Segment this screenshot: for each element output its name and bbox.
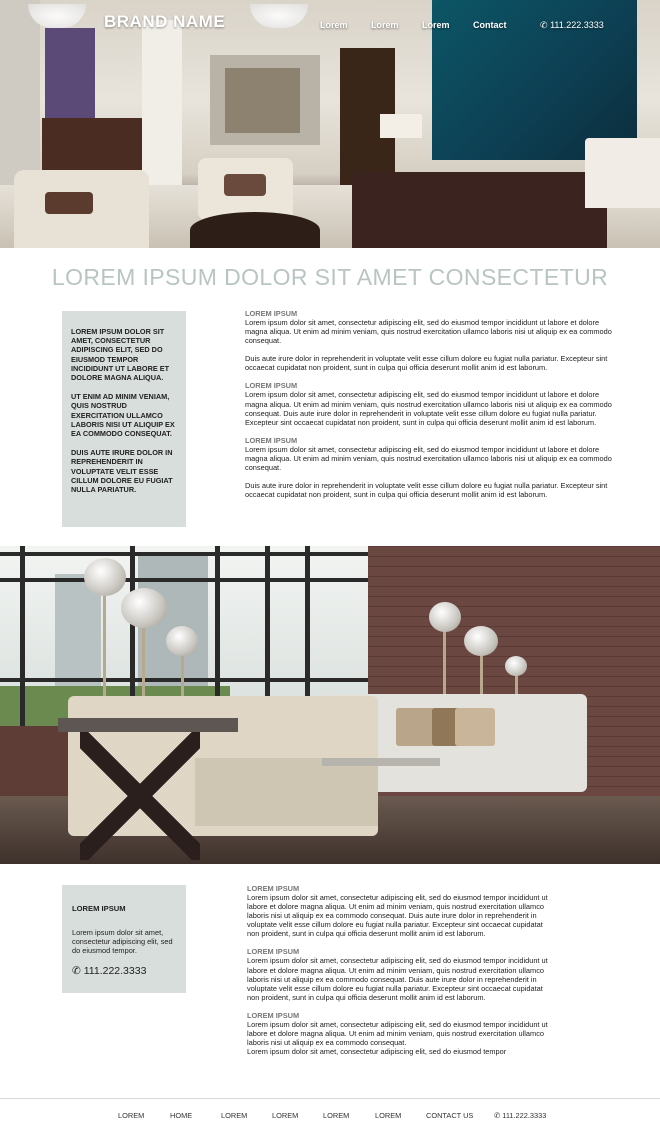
contact-card — [62, 885, 186, 993]
phone-icon: ✆ — [540, 20, 548, 30]
nav-link-contact[interactable]: Contact — [473, 20, 507, 30]
section-title: LOREM IPSUM — [247, 947, 300, 957]
contact-card-phone-number: 111.222.3333 — [83, 964, 147, 977]
section-body: Lorem ipsum dolor sit amet, consectetur adipiscing elit, sed do eiusmod tempor incididunt ut labore et dolore magna aliqua. Ut enim ad minim veniam, quis nostrud exercitation ullamco laboris nisi ut aliquip ex ea commodo consequat. Duis aute irure dolor in reprehenderit in voluptate velit esse cillum dolore eu fugiat nulla pariatur. Excepteur sint occaecat cupidatat non proident, sunt in culpa qui officia deserunt mollit anim id est laborum. — [245, 390, 612, 427]
section-title: LOREM IPSUM — [247, 884, 300, 893]
secondary-content — [247, 884, 557, 1056]
callout-paragraph: LOREM IPSUM DOLOR SIT AMET, CONSECTETUR ADIPISCING ELIT, SED DO EIUSMOD TEMPOR INCIDIDUNT UT LABORE ET DOLORE MAGNA ALIQUA. — [71, 327, 170, 383]
top-nav — [0, 0, 660, 50]
phone-icon: ✆ — [72, 964, 81, 977]
footer-link-3[interactable]: LOREM — [221, 1111, 248, 1120]
nav-phone[interactable] — [540, 20, 604, 31]
callout-paragraph: UT ENIM AD MINIM VENIAM, QUIS NOSTRUD EXERCITATION ULLAMCO LABORIS NISI UT ALIQUIP EX EA COMMODO CONSEQUAT. — [71, 392, 175, 439]
nav-link-3[interactable]: Lorem — [422, 20, 450, 30]
footer-phone[interactable] — [494, 1111, 546, 1120]
contact-card-phone[interactable] — [72, 965, 177, 977]
footer-link-4[interactable]: LOREM — [272, 1111, 299, 1120]
section-body: Duis aute irure dolor in reprehenderit in voluptate velit esse cillum dolore eu fugiat nulla pariatur. Excepteur sint occaecat cupidatat non proident, sunt in culpa qui officia deserunt mollit anim id est laborum. — [245, 354, 608, 373]
footer-link-6[interactable]: LOREM — [375, 1111, 402, 1120]
section-title: LOREM IPSUM — [245, 381, 298, 391]
footer-link-5[interactable]: LOREM — [323, 1111, 350, 1120]
contact-card-body: Lorem ipsum dolor sit amet, consectetur adipiscing elit, sed do eiusmod tempor. — [72, 928, 173, 956]
footer-divider — [0, 1098, 660, 1099]
page-headline: LOREM IPSUM DOLOR SIT AMET CONSECTETUR — [51, 264, 609, 290]
footer-phone-number: 111.222.3333 — [502, 1111, 547, 1120]
section-title: LOREM IPSUM — [245, 309, 298, 318]
phone-icon: ✆ — [494, 1111, 501, 1120]
section-body: Lorem ipsum dolor sit amet, consectetur adipiscing elit, sed do eiusmod tempor incididunt ut labore et dolore magna aliqua. Ut enim ad minim veniam, quis nostrud exercitation ullamco laboris nisi ut aliquip ex ea commodo consequat. — [245, 318, 612, 346]
section-body: Duis aute irure dolor in reprehenderit in voluptate velit esse cillum dolore eu fugiat nulla pariatur. Excepteur sint occaecat cupidatat non proident, sunt in culpa qui officia deserunt mollit anim id est laborum. — [245, 481, 608, 500]
footer-link-contact[interactable]: CONTACT US — [426, 1111, 474, 1120]
lounge-photo — [0, 546, 660, 864]
main-content — [245, 309, 615, 499]
section-body: Lorem ipsum dolor sit amet, consectetur adipiscing elit, sed do eiusmod tempor — [247, 1047, 507, 1057]
brand-logo[interactable]: BRAND NAME — [104, 12, 226, 31]
nav-link-1[interactable]: Lorem — [320, 20, 348, 30]
section-body: Lorem ipsum dolor sit amet, consectetur adipiscing elit, sed do eiusmod tempor incididunt ut labore et dolore magna aliqua. Ut enim ad minim veniam, quis nostrud exercitation ullamco laboris nisi ut aliquip ex ea commodo consequat. — [245, 444, 612, 473]
footer-link-1[interactable]: LOREM — [118, 1111, 145, 1120]
nav-phone-number: 111.222.3333 — [550, 20, 604, 30]
section-body: Lorem ipsum dolor sit amet, consectetur adipiscing elit, sed do eiusmod tempor incididunt ut labore et dolore magna aliqua. Ut enim ad minim veniam, quis nostrud exercitation ullamco laboris nisi ut aliquip ex ea commodo consequat. Duis aute irure dolor in reprehenderit in voluptate velit esse cillum dolore eu fugiat nulla pariatur. Excepteur sint occaecat cupidatat non proident, sunt in culpa qui officia deserunt mollit anim id est laborum. — [247, 893, 548, 939]
footer-link-home[interactable]: HOME — [170, 1111, 193, 1120]
section-body: Lorem ipsum dolor sit amet, consectetur adipiscing elit, sed do eiusmod tempor incididunt ut labore et dolore magna aliqua. Ut enim ad minim veniam, quis nostrud exercitation ullamco laboris nisi ut aliquip ex ea commodo consequat. Duis aute irure dolor in reprehenderit in voluptate velit esse cillum dolore eu fugiat nulla pariatur. Excepteur sint occaecat cupidatat non proident, sunt in culpa qui officia deserunt mollit anim id est laborum. — [247, 956, 548, 1002]
callout-paragraph: DUIS AUTE IRURE DOLOR IN REPREHENDERIT IN VOLUPTATE VELIT ESSE CILLUM DOLORE EU FUGIAT NULLA PARIATUR. — [71, 448, 173, 495]
nav-link-2[interactable]: Lorem — [371, 20, 399, 30]
contact-card-title: LOREM IPSUM — [72, 904, 126, 913]
section-body: Lorem ipsum dolor sit amet, consectetur adipiscing elit, sed do eiusmod tempor incididunt ut labore et dolore magna aliqua. Ut enim ad minim veniam, quis nostrud exercitation ullamco laboris nisi ut aliquip ex ea commodo consequat. — [247, 1019, 548, 1048]
sidebar-callout — [62, 311, 186, 527]
section-title: LOREM IPSUM — [247, 1010, 300, 1020]
section-title: LOREM IPSUM — [245, 435, 298, 445]
